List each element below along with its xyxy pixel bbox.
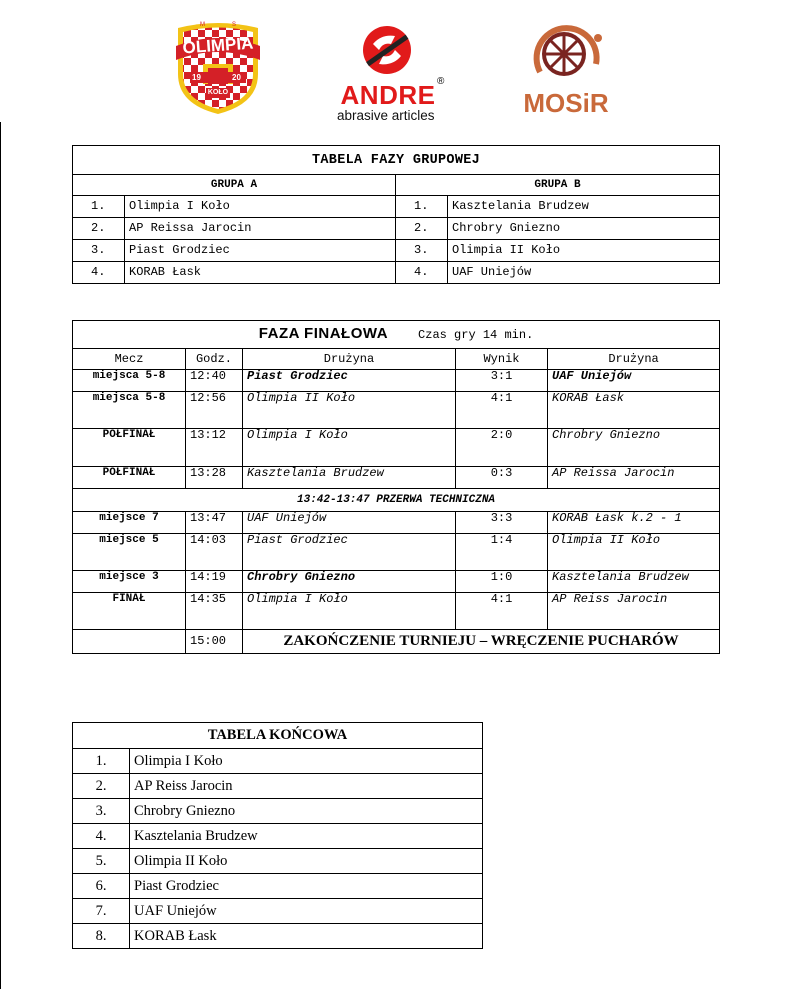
table-row (73, 924, 483, 949)
header-team1: Drużyna (243, 349, 456, 370)
table-row (73, 218, 720, 240)
match-time: 14:19 (186, 571, 243, 593)
left-margin-line (0, 122, 1, 989)
break-row (73, 489, 720, 512)
table-row (73, 874, 483, 899)
match-label: miejsca 5-8 (73, 370, 186, 392)
table-row (73, 899, 483, 924)
match-label: PÓŁFINAŁ (73, 467, 186, 489)
olimpia-crest-icon (170, 16, 266, 116)
olimpia-logo-text: OLIMPIA (181, 33, 254, 58)
standing-team: Piast Grodziec (130, 874, 483, 899)
table-row (73, 512, 720, 534)
andre-logo (333, 24, 448, 124)
group-a-position: 3. (73, 240, 125, 262)
standings-title: TABELA KOŃCOWA (73, 723, 483, 749)
match-team2: Chrobry Gniezno (548, 429, 720, 467)
table-row (73, 774, 483, 799)
group-a-position: 2. (73, 218, 125, 240)
group-b-position: 2. (396, 218, 448, 240)
match-result: 1:0 (456, 571, 548, 593)
group-a-team: Olimpia I Koło (125, 196, 396, 218)
olimpia-year-left: 19 (192, 73, 201, 82)
header-team2: Drużyna (548, 349, 720, 370)
match-label: miejsca 5-8 (73, 392, 186, 429)
standing-position: 4. (73, 824, 130, 849)
table-row (73, 240, 720, 262)
match-result: 4:1 (456, 392, 548, 429)
final-phase-table (72, 320, 720, 654)
standing-position: 6. (73, 874, 130, 899)
match-team1: Piast Grodziec (243, 534, 456, 571)
standing-team: UAF Uniejów (130, 899, 483, 924)
match-time: 14:03 (186, 534, 243, 571)
header-result: Wynik (456, 349, 548, 370)
match-label: miejsce 5 (73, 534, 186, 571)
match-team2: UAF Uniejów (548, 370, 720, 392)
group-b-position: 1. (396, 196, 448, 218)
match-team2: AP Reiss Jarocin (548, 593, 720, 630)
standing-team: KORAB Łask (130, 924, 483, 949)
standing-team: Olimpia I Koło (130, 749, 483, 774)
group-b-position: 4. (396, 262, 448, 284)
match-time: 12:56 (186, 392, 243, 429)
final-standings-table (72, 722, 483, 949)
match-team1: Olimpia II Koło (243, 392, 456, 429)
closing-ceremony: ZAKOŃCZENIE TURNIEJU – WRĘCZENIE PUCHARÓW (243, 630, 720, 654)
standing-team: Olimpia II Koło (130, 849, 483, 874)
group-b-team: Chrobry Gniezno (448, 218, 720, 240)
group-a-position: 1. (73, 196, 125, 218)
table-row (73, 196, 720, 218)
table-row (73, 849, 483, 874)
mosir-logo-text: MOSiR (523, 88, 609, 118)
table-row (73, 534, 720, 571)
final-table-title: FAZA FINAŁOWA (258, 325, 389, 342)
table-row (73, 467, 720, 489)
match-time: 12:40 (186, 370, 243, 392)
match-team1: Piast Grodziec (243, 370, 456, 392)
match-result: 3:3 (456, 512, 548, 534)
group-b-team: Kasztelania Brudzew (448, 196, 720, 218)
mosir-wheel-icon (520, 16, 612, 88)
standing-position: 3. (73, 799, 130, 824)
closing-row (73, 630, 720, 654)
match-label: miejsce 3 (73, 571, 186, 593)
header-match: Mecz (73, 349, 186, 370)
match-team2: KORAB Łask k.2 - 1 (548, 512, 720, 534)
table-row (73, 593, 720, 630)
olimpia-year-right: 20 (232, 73, 241, 82)
play-time-note: Czas gry 14 min. (418, 328, 534, 342)
match-result: 4:1 (456, 593, 548, 630)
match-team2: Kasztelania Brudzew (548, 571, 720, 593)
empty-cell (73, 630, 186, 654)
table-row (73, 429, 720, 467)
andre-tagline: abrasive articles (337, 108, 435, 123)
match-result: 3:1 (456, 370, 548, 392)
match-result: 0:3 (456, 467, 548, 489)
match-team1: Olimpia I Koło (243, 593, 456, 630)
olimpia-top-left: M (200, 22, 205, 28)
match-label: FINAŁ (73, 593, 186, 630)
table-row (73, 749, 483, 774)
group-b-position: 3. (396, 240, 448, 262)
match-result: 2:0 (456, 429, 548, 467)
match-result: 1:4 (456, 534, 548, 571)
standing-position: 5. (73, 849, 130, 874)
standing-team: AP Reiss Jarocin (130, 774, 483, 799)
match-time: 13:28 (186, 467, 243, 489)
match-team1: Kasztelania Brudzew (243, 467, 456, 489)
group-a-team: Piast Grodziec (125, 240, 396, 262)
group-a-team: KORAB Łask (125, 262, 396, 284)
standing-team: Kasztelania Brudzew (130, 824, 483, 849)
header-time: Godz. (186, 349, 243, 370)
match-team2: KORAB Łask (548, 392, 720, 429)
table-row (73, 262, 720, 284)
match-team2: Olimpia II Koło (548, 534, 720, 571)
match-time: 14:35 (186, 593, 243, 630)
group-a-header: GRUPA A (73, 175, 396, 196)
andre-registered-mark: ® (437, 76, 445, 87)
olimpia-sub-text: KOŁO (207, 89, 229, 96)
match-team2: AP Reissa Jarocin (548, 467, 720, 489)
standing-position: 1. (73, 749, 130, 774)
group-b-team: Olimpia II Koło (448, 240, 720, 262)
technical-break: 13:42-13:47 PRZERWA TECHNICZNA (73, 489, 720, 512)
olimpia-logo (170, 16, 266, 116)
table-row (73, 799, 483, 824)
group-a-team: AP Reissa Jarocin (125, 218, 396, 240)
standing-team: Chrobry Gniezno (130, 799, 483, 824)
match-team1: Chrobry Gniezno (243, 571, 456, 593)
final-table-title-row (73, 321, 720, 349)
group-a-position: 4. (73, 262, 125, 284)
andre-logo-text: ANDRE (340, 80, 436, 110)
olimpia-top-right: S (232, 22, 237, 28)
closing-time: 15:00 (186, 630, 243, 654)
table-header-row (73, 349, 720, 370)
match-time: 13:47 (186, 512, 243, 534)
group-phase-table (72, 145, 720, 284)
match-team1: UAF Uniejów (243, 512, 456, 534)
table-row (73, 824, 483, 849)
match-label: PÓŁFINAŁ (73, 429, 186, 467)
table-row (73, 571, 720, 593)
standing-position: 8. (73, 924, 130, 949)
match-time: 13:12 (186, 429, 243, 467)
match-label: miejsce 7 (73, 512, 186, 534)
group-b-team: UAF Uniejów (448, 262, 720, 284)
andre-emblem-icon (333, 24, 448, 80)
table-row (73, 370, 720, 392)
table-row (73, 392, 720, 429)
group-b-header: GRUPA B (396, 175, 720, 196)
standing-position: 2. (73, 774, 130, 799)
standing-position: 7. (73, 899, 130, 924)
group-table-title: TABELA FAZY GRUPOWEJ (73, 146, 720, 175)
match-team1: Olimpia I Koło (243, 429, 456, 467)
mosir-logo (520, 16, 612, 120)
